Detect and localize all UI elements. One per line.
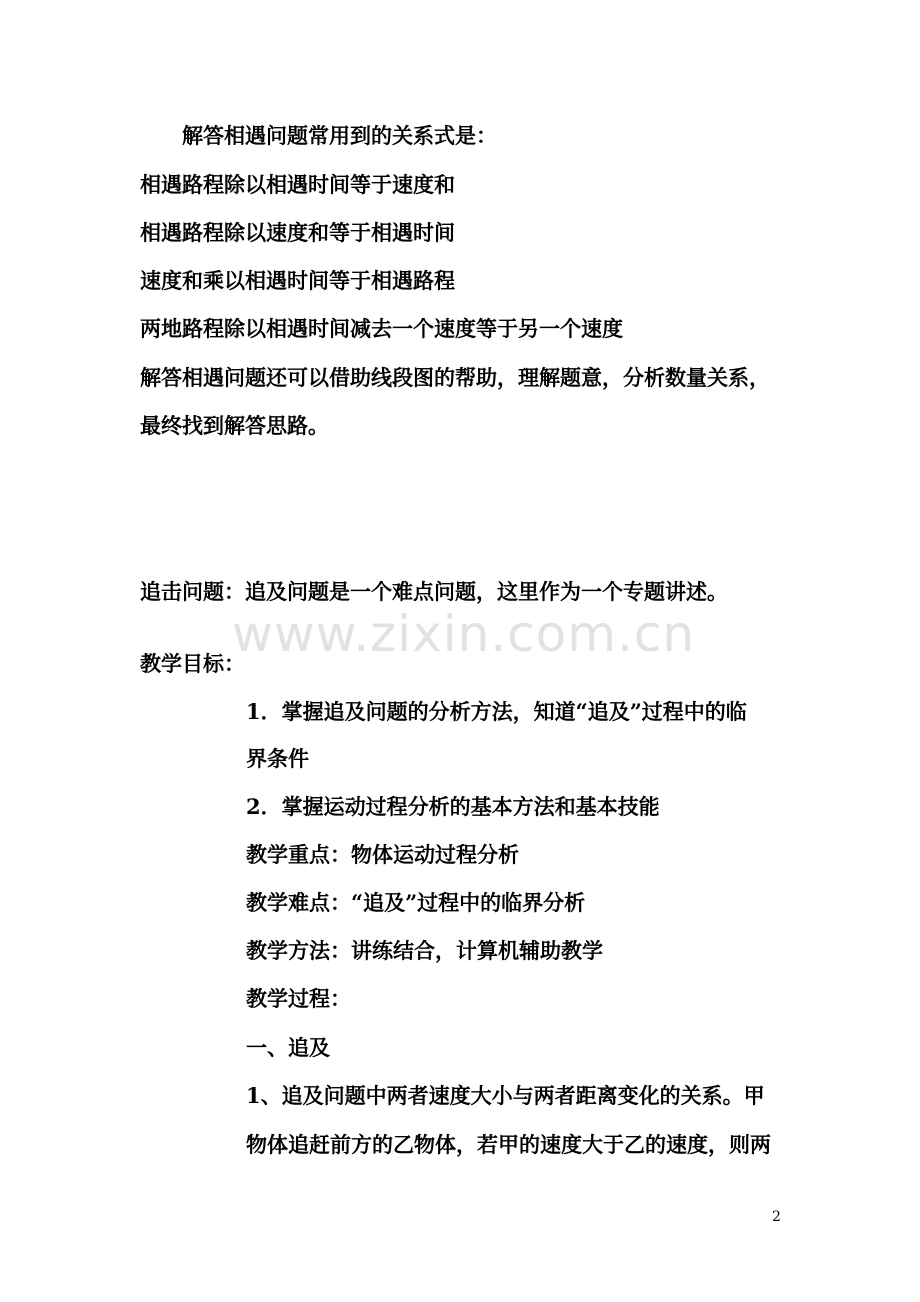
part-title: 一、追及: [246, 1035, 330, 1060]
difficulty: 教学难点：“追及”过程中的临界分析: [246, 890, 586, 915]
note-line-2: 最终找到解答思路。: [140, 413, 329, 438]
goals-label: 教学目标：: [140, 651, 245, 676]
paragraph-line-2: 物体追赶前方的乙物体，若甲的速度大于乙的速度，则两: [246, 1132, 771, 1157]
relation-line-4: 两地路程除以相遇时间减去一个速度等于另一个速度: [140, 316, 623, 341]
relation-line-2: 相遇路程除以速度和等于相遇时间: [140, 220, 455, 245]
page-number: 2: [772, 1209, 781, 1225]
goal-2: 2．掌握运动过程分析的基本方法和基本技能: [246, 794, 660, 819]
teaching-process: 教学过程：: [246, 986, 351, 1011]
relation-line-1: 相遇路程除以相遇时间等于速度和: [140, 172, 455, 197]
goal-1-line-2: 界条件: [246, 746, 309, 771]
relations-heading: 解答相遇问题常用到的关系式是：: [182, 123, 497, 148]
paragraph-line-1: 1、追及问题中两者速度大小与两者距离变化的关系。甲: [246, 1083, 765, 1108]
chase-intro: 追击问题：追及问题是一个难点问题，这里作为一个专题讲述。: [140, 579, 728, 604]
teaching-method: 教学方法：讲练结合，计算机辅助教学: [246, 938, 603, 963]
note-line-1: 解答相遇问题还可以借助线段图的帮助，理解题意，分析数量关系，: [140, 365, 770, 390]
goal-1-line-1: 1．掌握追及问题的分析方法，知道“追及”过程中的临: [246, 699, 747, 724]
relation-line-3: 速度和乘以相遇时间等于相遇路程: [140, 268, 455, 293]
watermark: www.zixin.com.cn: [232, 605, 696, 663]
key-point: 教学重点：物体运动过程分析: [246, 842, 519, 867]
